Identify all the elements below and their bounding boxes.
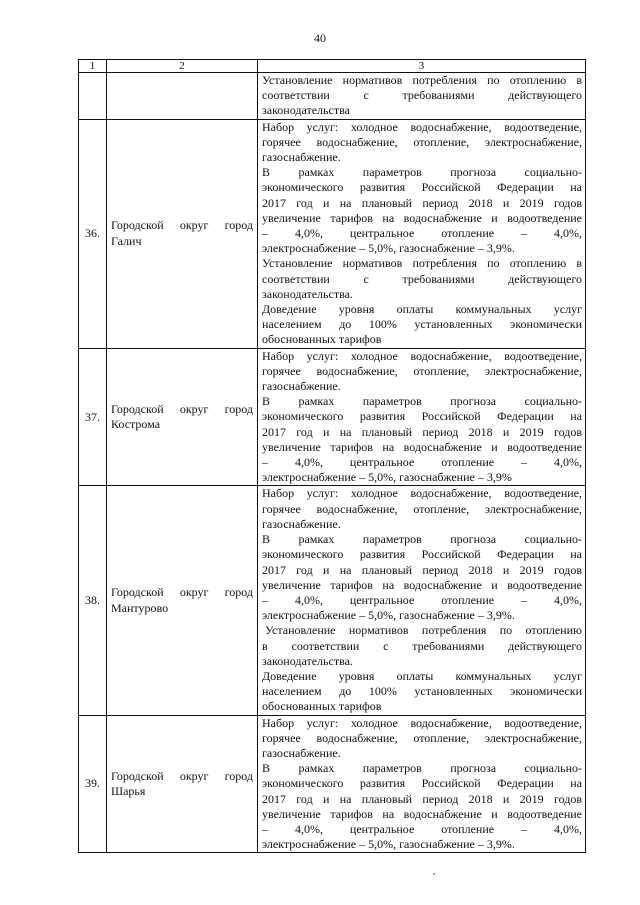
- content-line: – 4,0%, центральное отопление – 4,0%,: [262, 592, 582, 607]
- content-line: газоснабжение.: [262, 379, 341, 394]
- table-row: [79, 486, 586, 715]
- content-line: В рамках параметров прогноза социально-: [262, 394, 582, 409]
- content-line: соответствии с требованиями действующего: [262, 88, 582, 103]
- table-row: [79, 73, 586, 120]
- municipality-name: [107, 73, 258, 120]
- content-line: газоснабжение.: [262, 516, 341, 531]
- content-line: экономического развития Российской Федерации на: [262, 409, 582, 424]
- content-line: – 4,0%, центральное отопление – 4,0%,: [262, 455, 582, 470]
- header-col-1: 1: [79, 60, 107, 73]
- content-line: 2017 год и на плановый период 2018 и 2019 годов: [262, 195, 582, 210]
- table-header-row: [79, 60, 586, 73]
- content-line: увеличение тарифов на водоснабжение и водоотведение: [262, 577, 582, 592]
- table-row: [79, 348, 586, 486]
- content-line: электроснабжение – 5,0%, газоснабжение – 3,9%.: [262, 241, 515, 256]
- row-content: [258, 348, 586, 486]
- content-line: – 4,0%, центральное отопление – 4,0%,: [262, 821, 582, 836]
- municipality-name: Городской округ город Шарья: [107, 715, 258, 853]
- content-line: законодательства.: [262, 653, 353, 668]
- municipality-name: Городской округ город Кострома: [107, 348, 258, 486]
- tariff-table: [78, 59, 586, 853]
- content-line: газоснабжение.: [262, 745, 341, 760]
- content-line: увеличение тарифов на водоснабжение и водоотведение: [262, 210, 582, 225]
- header-col-3: 3: [258, 60, 586, 73]
- content-line: В рамках параметров прогноза социально-: [262, 532, 582, 547]
- content-line: в соответствии с требованиями действующего: [262, 638, 582, 653]
- content-line: населением до 100% установленных экономически: [262, 317, 582, 332]
- content-line: законодательства.: [262, 286, 353, 301]
- content-line: Доведение уровня оплаты коммунальных услуг: [262, 668, 582, 683]
- municipality-name: Городской округ город Мантурово: [107, 486, 258, 715]
- content-line: увеличение тарифов на водоснабжение и водоотведение: [262, 806, 582, 821]
- scan-speck: [433, 873, 435, 875]
- content-line: горячее водоснабжение, отопление, электроснабжение,: [262, 363, 582, 378]
- row-number: 36.: [79, 119, 107, 348]
- municipality-name: Городской округ город Галич: [107, 119, 258, 348]
- content-line: Установление нормативов потребления по отоплению в: [262, 73, 582, 87]
- content-line: увеличение тарифов на водоснабжение и водоотведение: [262, 439, 582, 454]
- content-line: экономического развития Российской Федерации на: [262, 180, 582, 195]
- header-col-2: 2: [107, 60, 258, 73]
- content-line: горячее водоснабжение, отопление, электроснабжение,: [262, 501, 582, 516]
- content-line: Установление нормативов потребления по отоплению: [265, 623, 582, 638]
- content-line: электроснабжение – 5,0%, газоснабжение – 3,9%.: [262, 608, 515, 623]
- content-line: Набор услуг: холодное водоснабжение, водоотведение,: [262, 715, 582, 730]
- row-content: [258, 119, 586, 348]
- row-number: [79, 73, 107, 120]
- row-content: [258, 486, 586, 715]
- content-line: 2017 год и на плановый период 2018 и 2019 годов: [262, 424, 582, 439]
- row-number: 37.: [79, 348, 107, 486]
- table-row: [79, 715, 586, 853]
- row-number: 39.: [79, 715, 107, 853]
- content-line: обоснованных тарифов: [262, 332, 382, 347]
- content-line: соответствии с требованиями действующего: [262, 271, 582, 286]
- content-line: Набор услуг: холодное водоснабжение, водоотведение,: [262, 486, 582, 501]
- table-row: [79, 119, 586, 348]
- content-line: В рамках параметров прогноза социально-: [262, 165, 582, 180]
- content-line: законодательства: [262, 103, 350, 118]
- row-content: [258, 715, 586, 853]
- content-line: В рамках параметров прогноза социально-: [262, 761, 582, 776]
- content-line: электроснабжение – 5,0%, газоснабжение – 3,9%.: [262, 837, 515, 852]
- content-line: Установление нормативов потребления по отоплению в: [262, 256, 582, 271]
- content-line: 2017 год и на плановый период 2018 и 2019 годов: [262, 562, 582, 577]
- content-line: горячее водоснабжение, отопление, электроснабжение,: [262, 730, 582, 745]
- content-line: Доведение уровня оплаты коммунальных услуг: [262, 302, 582, 317]
- content-line: – 4,0%, центральное отопление – 4,0%,: [262, 226, 582, 241]
- content-line: экономического развития Российской Федерации на: [262, 776, 582, 791]
- content-line: обоснованных тарифов: [262, 699, 382, 714]
- content-line: экономического развития Российской Федерации на: [262, 547, 582, 562]
- row-content: [258, 73, 586, 120]
- content-line: Набор услуг: холодное водоснабжение, водоотведение,: [262, 348, 582, 363]
- content-line: горячее водоснабжение, отопление, электроснабжение,: [262, 134, 582, 149]
- content-line: Набор услуг: холодное водоснабжение, водоотведение,: [262, 119, 582, 134]
- row-number: 38.: [79, 486, 107, 715]
- content-line: населением до 100% установленных экономически: [262, 684, 582, 699]
- content-line: электроснабжение – 5,0%, газоснабжение – 3,9%: [262, 470, 512, 485]
- page-number: 40: [314, 31, 326, 45]
- content-line: 2017 год и на плановый период 2018 и 2019 годов: [262, 791, 582, 806]
- content-line: газоснабжение.: [262, 150, 341, 165]
